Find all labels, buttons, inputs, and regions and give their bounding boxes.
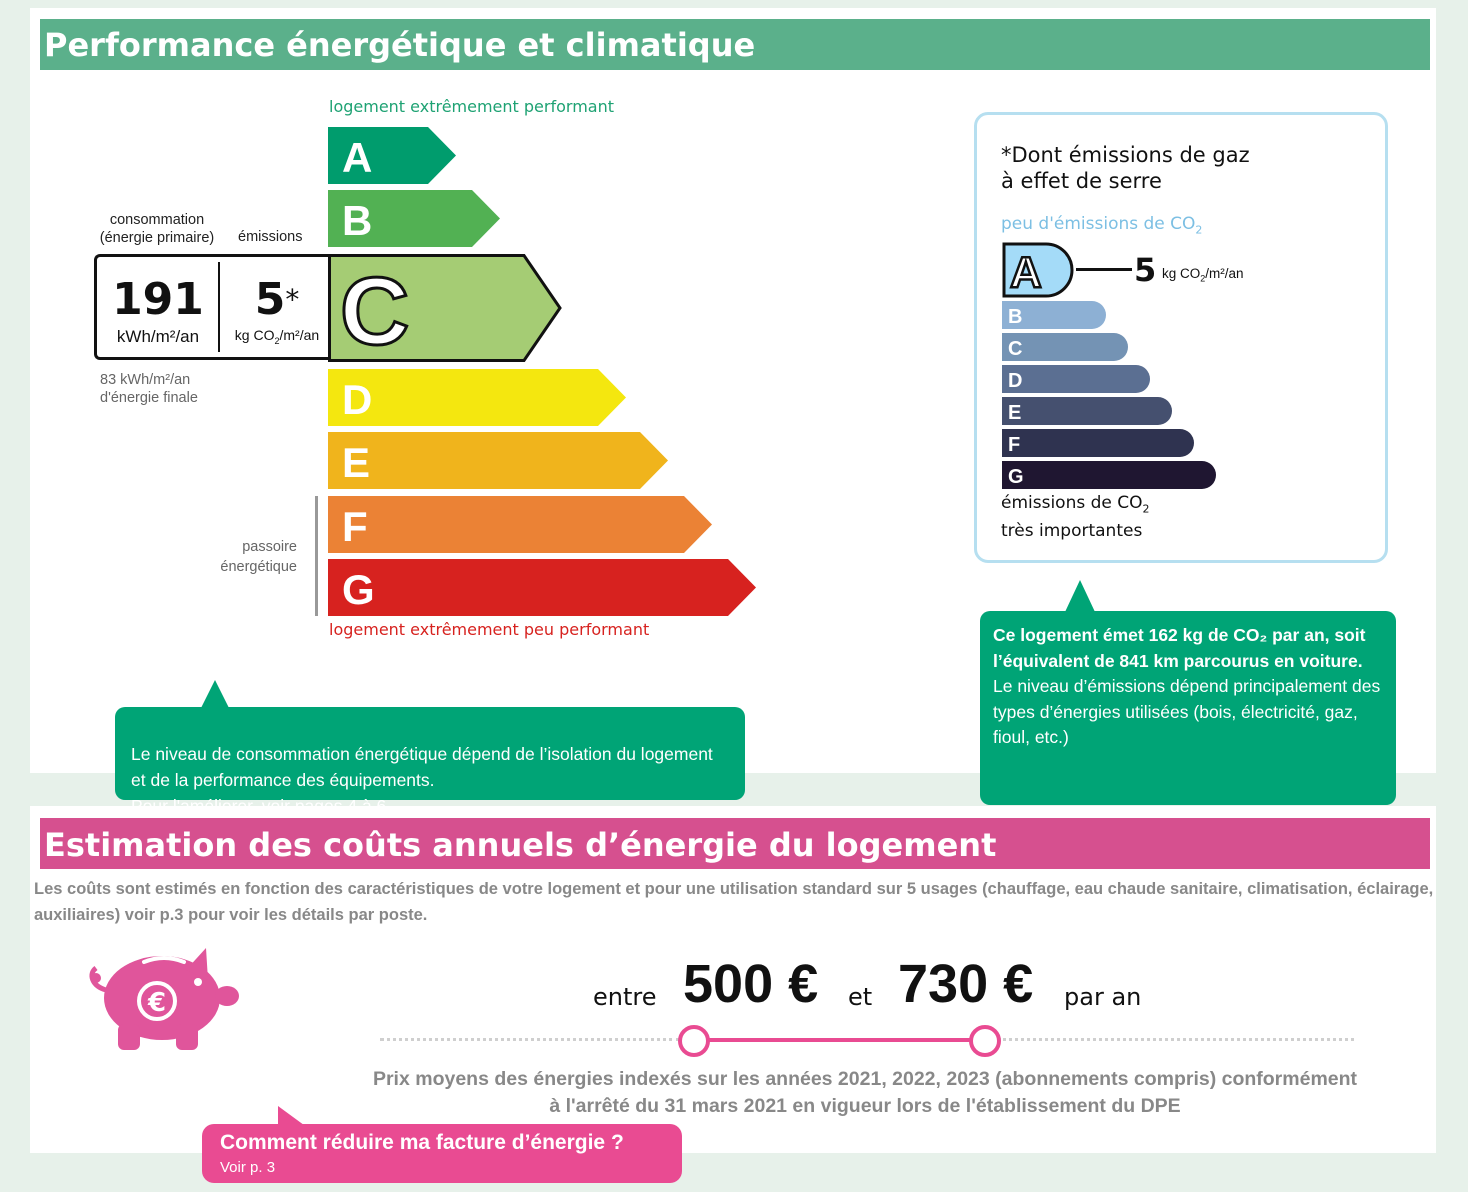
energy-bar-c-current — [328, 254, 564, 366]
ges-bar-c — [1002, 333, 1128, 361]
energy-bar-a — [328, 127, 458, 184]
reduce-bill-cta-title: Comment réduire ma facture d’énergie ? — [220, 1131, 624, 1154]
ges-letter-a: A — [1010, 248, 1042, 297]
cost-et: et — [848, 983, 873, 1011]
cost-max: 730 € — [898, 954, 1034, 1014]
performance-title: Performance énergétique et climatique — [40, 19, 1430, 70]
cost-par-an: par an — [1064, 983, 1142, 1011]
ges-letter-g: G — [1008, 466, 1024, 488]
ges-bar-b — [1002, 301, 1106, 329]
energy-letter-g: G — [342, 566, 375, 613]
costs-title: Estimation des coûts annuels d’énergie du logement — [40, 818, 1430, 869]
ges-bubble — [980, 611, 1396, 805]
energy-bubble-pointer — [200, 680, 230, 710]
cost-entre: entre — [593, 983, 657, 1011]
passoire-label: passoire énergétique — [220, 539, 297, 575]
ges-letter-c: C — [1008, 338, 1023, 360]
energy-bar-g — [328, 559, 758, 616]
range-dotted-left — [380, 1038, 680, 1041]
range-line — [693, 1038, 985, 1042]
energy-bar-e — [328, 432, 670, 489]
energy-bar-f — [328, 496, 714, 553]
ges-letter-e: E — [1008, 402, 1022, 424]
piggy-euro-symbol: € — [147, 988, 167, 1018]
range-dotted-right — [998, 1038, 1354, 1041]
energy-top-label: logement extrêmement performant — [329, 97, 614, 116]
ges-bar-e — [1002, 397, 1172, 425]
final-energy-note: 83 kWh/m²/an d'énergie finale — [100, 372, 198, 406]
energy-letter-d: D — [342, 376, 373, 423]
emission-value — [222, 275, 332, 325]
consumption-value: 191 — [112, 274, 204, 325]
emission-unit: kg $CO_2/m^2/an$ — [234, 327, 320, 346]
ges-top-label: peu d'émissions de $CO_2$ — [1001, 214, 1203, 237]
energy-letter-a: A — [342, 134, 373, 181]
energy-bar-d — [328, 369, 628, 426]
consumption-column-label: consommation (énergie primaire) — [99, 212, 215, 246]
emissions-column-label: émissions — [238, 229, 303, 245]
piggy-bank-icon — [84, 940, 244, 1055]
ges-bubble-bold: Ce logement émet 162 kg de CO₂ par an, soit l’équivalent de 841 km parcourus en voiture. — [993, 625, 1366, 671]
ges-bar-f — [1002, 429, 1194, 457]
cost-min: 500 € — [683, 954, 819, 1014]
ges-bar-g — [1002, 461, 1216, 489]
prices-note: Prix moyens des énergies indexés sur les années 2021, 2022, 2023 (abonnements compris) conformément à l'arrêté du 31 mars 2021 en vigueur lors de l'établissement du DPE — [372, 1068, 1358, 1117]
reduce-bill-cta[interactable] — [202, 1124, 682, 1183]
energy-letter-e: E — [342, 439, 371, 486]
energy-letter-c: C — [340, 258, 410, 362]
energy-bubble: Le niveau de consommation énergétique dépend de l’isolation du logement et de la performance des équipements. — [115, 707, 745, 800]
passoire-bracket — [315, 496, 318, 616]
ges-letter-f: F — [1008, 434, 1021, 456]
ges-bubble-text: Le niveau d’émissions dépend principalement des types d’énergies utilisées (bois, électricité, gaz, fioul, etc.) — [993, 676, 1381, 747]
ges-letter-d: D — [1008, 370, 1023, 392]
ges-value-leader — [1076, 268, 1132, 271]
emission-star: * — [285, 283, 300, 316]
emission-number: 5 — [254, 274, 286, 325]
costs-description: Les coûts sont estimés en fonction des caractéristiques de votre logement et pour une utilisation standard sur 5 usages (chauffage, eau chaude sanitaire, climatisation, éclairage, auxiliaires) voir p.3 pour voir les détails par poste. — [34, 880, 1434, 924]
ges-unit: kg $CO_2/m^2/an$ — [1162, 266, 1244, 284]
energy-letter-b: B — [342, 197, 373, 244]
ges-heading: *Dont émissions de gaz à effet de serre — [1001, 143, 1250, 193]
reduce-bill-cta-link[interactable]: Voir p. 3 — [220, 1159, 276, 1176]
range-min-marker — [678, 1025, 710, 1057]
ges-bubble-pointer — [1065, 580, 1095, 612]
energy-bottom-label: logement extrêmement peu performant — [329, 620, 650, 639]
ges-value: 5 — [1134, 251, 1157, 289]
ges-bar-d — [1002, 365, 1150, 393]
ges-bottom-label: émissions de $CO_2$ très importantes — [1001, 493, 1150, 542]
energy-value-divider — [218, 262, 220, 352]
range-max-marker — [969, 1025, 1001, 1057]
energy-bar-b — [328, 190, 502, 247]
ges-bar-a-current — [1002, 242, 1074, 302]
ges-letter-b: B — [1008, 306, 1023, 328]
consumption-unit: kWh/m²/an — [116, 327, 200, 346]
energy-letter-f: F — [342, 503, 368, 550]
